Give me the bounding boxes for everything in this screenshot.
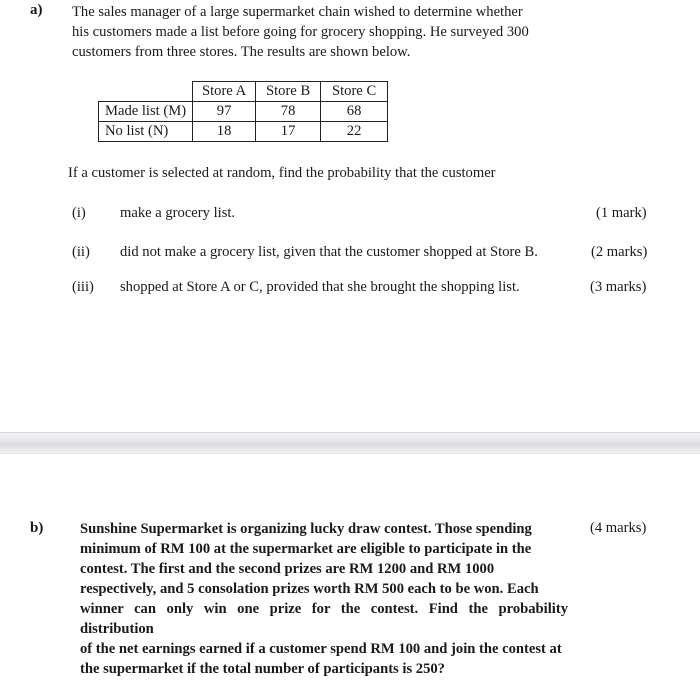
table-cell: 97 <box>193 102 256 122</box>
table-cell: 17 <box>256 122 321 142</box>
subquestion-number: (iii) <box>72 279 94 295</box>
table-row <box>99 102 388 122</box>
question-prompt: If a customer is selected at random, find the probability that the customer <box>68 165 496 181</box>
row-header-made-list: Made list (M) <box>99 102 193 122</box>
table-cell: 18 <box>193 122 256 142</box>
intro-line: his customers made a list before going for grocery shopping. He surveyed 300 <box>72 24 529 40</box>
subquestion-text: did not make a grocery list, given that the customer shopped at Store B. <box>120 244 538 260</box>
part-b-line: Sunshine Supermarket is organizing lucky draw contest. Those spending <box>80 521 532 537</box>
subquestion-marks: (2 marks) <box>591 244 648 260</box>
part-b-question <box>80 519 568 679</box>
column-header-store-b: Store B <box>256 82 321 102</box>
subquestion-number: (i) <box>72 205 86 221</box>
part-b-line: contest. The first and the second prizes are RM 1200 and RM 1000 <box>80 561 495 577</box>
survey-table <box>98 81 388 142</box>
table-cell: 78 <box>256 102 321 122</box>
part-b-marks: (4 marks) <box>590 520 647 536</box>
intro-line: customers from three stores. The results are shown below. <box>72 44 411 60</box>
part-b-line: minimum of RM 100 at the supermarket are eligible to participate in the <box>80 541 532 557</box>
table-cell: 22 <box>321 122 388 142</box>
part-b-line: respectively, and 5 consolation prizes worth RM 500 each to be won. Each <box>80 581 539 597</box>
part-b-label: b) <box>30 520 44 536</box>
page-divider <box>0 432 700 454</box>
row-header-no-list: No list (N) <box>99 122 193 142</box>
intro-line: The sales manager of a large supermarket chain wished to determine whether <box>72 4 523 20</box>
column-header-store-a: Store A <box>193 82 256 102</box>
part-b-line: of the net earnings earned if a customer spend RM 100 and join the contest at <box>80 641 562 657</box>
table-corner <box>99 82 193 102</box>
subquestion-text: shopped at Store A or C, provided that she brought the shopping list. <box>120 279 520 295</box>
part-b-line: winner can only win one prize for the contest. Find the probability distribution <box>80 601 568 637</box>
part-b-line: the supermarket if the total number of participants is 250? <box>80 661 445 677</box>
table-header-row <box>99 82 388 102</box>
table-cell: 68 <box>321 102 388 122</box>
table-row <box>99 122 388 142</box>
subquestion-marks: (1 mark) <box>596 205 647 221</box>
subquestion-text: make a grocery list. <box>120 205 236 221</box>
column-header-store-c: Store C <box>321 82 388 102</box>
part-a-intro <box>72 2 592 62</box>
subquestion-marks: (3 marks) <box>590 279 647 295</box>
part-a-label: a) <box>30 2 43 18</box>
subquestion-number: (ii) <box>72 244 90 260</box>
